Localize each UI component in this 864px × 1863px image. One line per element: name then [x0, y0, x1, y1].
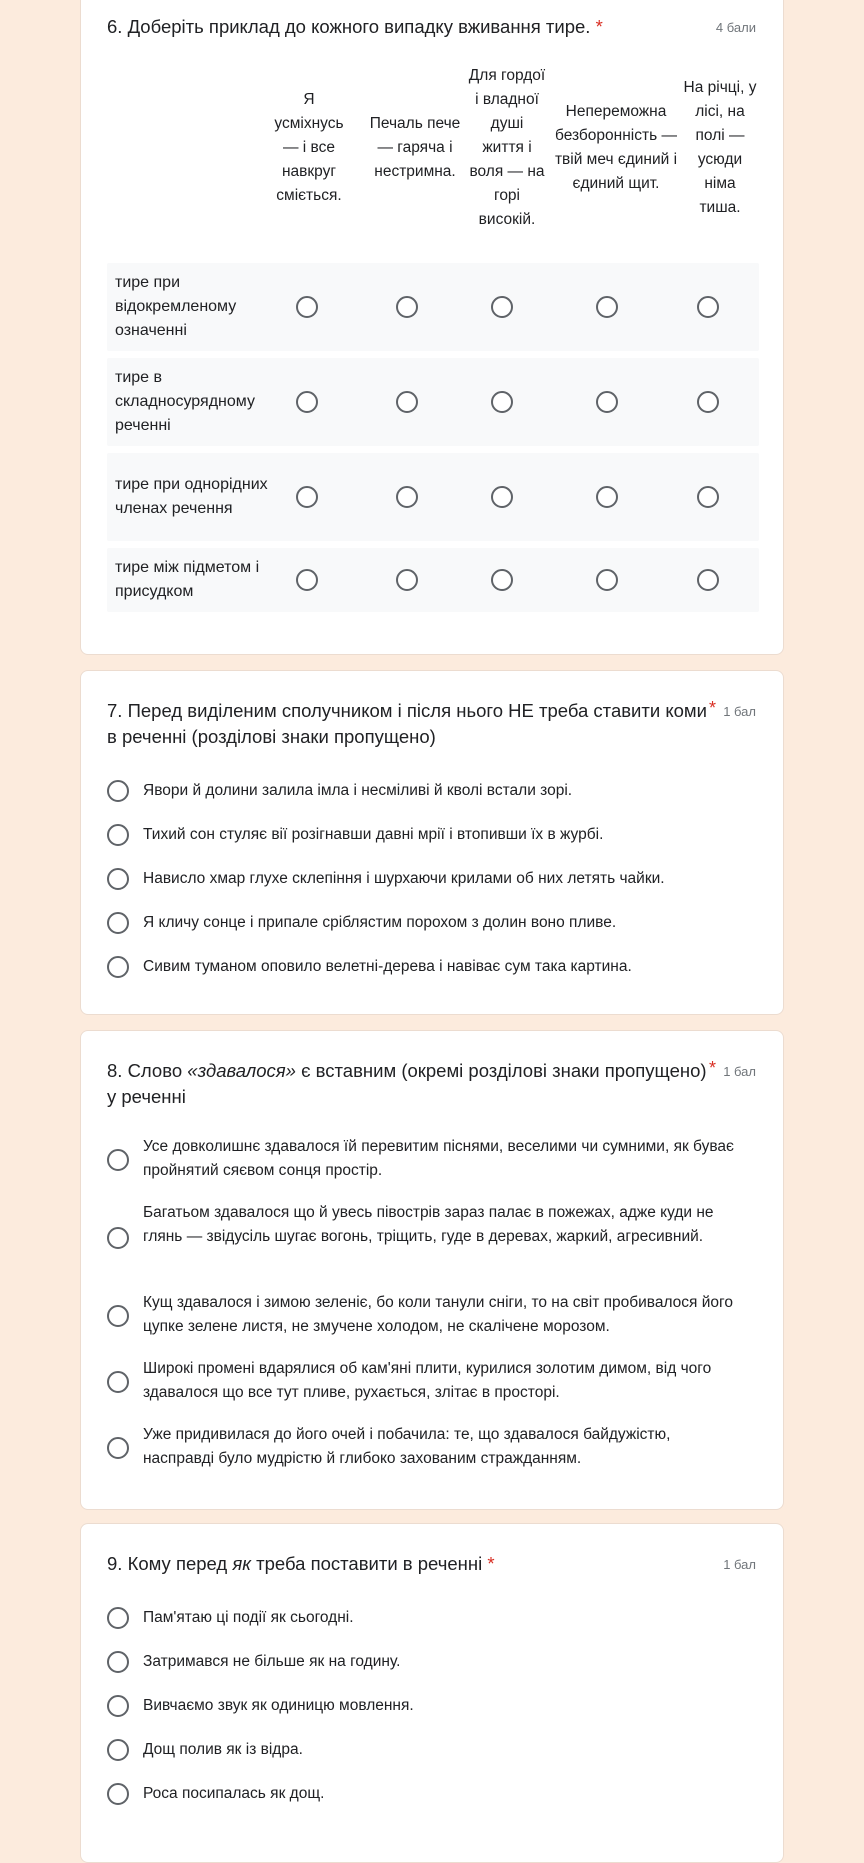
- radio-button[interactable]: [107, 1695, 129, 1717]
- grid-radio[interactable]: [491, 486, 513, 508]
- radio-option[interactable]: [107, 1782, 747, 1808]
- grid-column-header: Я усміхнусь — і все навкруг сміється.: [274, 91, 344, 204]
- grid-radio[interactable]: [296, 486, 318, 508]
- question-7-title-text: 7. Перед виділеним сполучником і після нього НЕ треба ставити коми в реченні (розділові знаки пропущено): [107, 700, 707, 747]
- radio-button[interactable]: [107, 1607, 129, 1629]
- question-7-title: [107, 698, 707, 750]
- option-label: Кущ здавалося і зимою зеленіє, бо коли танули сніги, то на світ пробивалося його цупке зелене листя, не змучене холодом, не скалічене морозом.: [143, 1294, 733, 1335]
- grid-column-header: На річці, у лісі, на полі — усюди німа тиша.: [683, 79, 757, 216]
- grid-radio[interactable]: [491, 569, 513, 591]
- grid-radio[interactable]: [396, 486, 418, 508]
- question-7-card: [80, 670, 784, 1015]
- option-label: Багатьом здавалося що й увесь півострів зараз палає в пожежах, адже куди не глянь — звідусіль шугає вогонь, тріщить, гуде в деревах, жаркий, агресивний.: [143, 1204, 714, 1245]
- radio-option[interactable]: [107, 1650, 747, 1676]
- question-8-title: [107, 1058, 707, 1110]
- radio-option[interactable]: [107, 911, 747, 937]
- option-label: Дощ полив як із відра.: [143, 1741, 303, 1758]
- grid-radio[interactable]: [296, 391, 318, 413]
- grid-column-header: Непереможна безборонність — твій меч єдиний і єдиний щит.: [554, 103, 678, 192]
- grid-radio[interactable]: [596, 486, 618, 508]
- radio-button[interactable]: [107, 1437, 129, 1459]
- question-8-points: 1 бал: [723, 1064, 756, 1079]
- radio-option[interactable]: [107, 867, 747, 893]
- radio-button[interactable]: [107, 780, 129, 802]
- grid-radio[interactable]: [697, 391, 719, 413]
- radio-button[interactable]: [107, 1149, 129, 1171]
- radio-button[interactable]: [107, 912, 129, 934]
- option-label: Тихий сон стуляє вії розігнавши давні мрії і втопивши їх в журбі.: [143, 826, 604, 843]
- radio-option[interactable]: [107, 1357, 747, 1407]
- radio-option[interactable]: [107, 1694, 747, 1720]
- question-9-title-prefix: 9. Кому перед: [107, 1553, 233, 1574]
- radio-option[interactable]: [107, 1423, 747, 1473]
- option-label: Затримався не більше як на годину.: [143, 1653, 401, 1670]
- question-9-title-word: як: [232, 1553, 251, 1574]
- option-label: Широкі промені вдарялися об кам'яні плити, курилися золотим димом, від чого здавалося що все тут пливе, рухається, злітає в просторі.: [143, 1360, 712, 1401]
- radio-option[interactable]: [107, 823, 747, 849]
- grid-radio[interactable]: [396, 569, 418, 591]
- radio-button[interactable]: [107, 824, 129, 846]
- question-8-title-prefix: 8. Слово: [107, 1060, 188, 1081]
- radio-option[interactable]: [107, 1201, 747, 1275]
- option-label: Вивчаємо звук як одиницю мовлення.: [143, 1697, 414, 1714]
- option-label: Я кличу сонце і припале сріблястим порохом з долин воно пливе.: [143, 914, 617, 931]
- grid-row-label: тире в складносурядному реченні: [115, 369, 255, 434]
- option-label: Роса посипалась як дощ.: [143, 1785, 325, 1802]
- grid-radio[interactable]: [396, 391, 418, 413]
- grid-radio[interactable]: [396, 296, 418, 318]
- question-7-points: 1 бал: [723, 704, 756, 719]
- radio-button[interactable]: [107, 1305, 129, 1327]
- required-asterisk: *: [709, 1058, 717, 1078]
- grid-row-label: тире між підметом і присудком: [115, 559, 260, 600]
- required-asterisk: *: [709, 698, 717, 718]
- option-label: Пам'ятаю ці події як сьогодні.: [143, 1609, 354, 1626]
- grid-radio[interactable]: [296, 569, 318, 591]
- radio-button[interactable]: [107, 1371, 129, 1393]
- grid-row: [107, 263, 759, 351]
- grid-radio[interactable]: [596, 296, 618, 318]
- question-6-points: 4 бали: [715, 20, 756, 35]
- option-label: Явори й долини залила імла і несміливі й кволі встали зорі.: [143, 782, 573, 799]
- required-asterisk: *: [487, 1553, 495, 1574]
- radio-button[interactable]: [107, 956, 129, 978]
- question-8-title-suffix: є вставним (окремі розділові знаки пропущено) у реченні: [107, 1060, 707, 1107]
- question-8-title-word: «здавалося»: [187, 1060, 296, 1081]
- question-6-title-text: 6. Доберіть приклад до кожного випадку вживання тире.: [107, 16, 591, 37]
- radio-option[interactable]: [107, 1606, 747, 1632]
- question-9-title-suffix: треба поставити в реченні: [251, 1553, 483, 1574]
- grid-radio[interactable]: [296, 296, 318, 318]
- grid-row: [107, 548, 759, 612]
- option-label: Уже придивилася до його очей і побачила: те, що здавалося байдужістю, насправді було мудрістю й глибоко захованим стражданням.: [143, 1426, 671, 1467]
- question-6-title: [107, 14, 603, 40]
- option-label: Сивим туманом оповило велетні-дерева і навіває сум така картина.: [143, 958, 632, 975]
- question-9-card: [80, 1523, 784, 1863]
- grid-radio[interactable]: [697, 296, 719, 318]
- grid-radio[interactable]: [596, 391, 618, 413]
- radio-option[interactable]: [107, 779, 747, 805]
- grid-row: [107, 358, 759, 446]
- radio-option[interactable]: [107, 1738, 747, 1764]
- radio-option[interactable]: [107, 1291, 747, 1341]
- radio-button[interactable]: [107, 1739, 129, 1761]
- required-asterisk: *: [595, 16, 603, 37]
- grid-radio[interactable]: [491, 391, 513, 413]
- question-9-title: [107, 1551, 707, 1577]
- grid-radio[interactable]: [491, 296, 513, 318]
- grid-radio[interactable]: [596, 569, 618, 591]
- question-9-points: 1 бал: [723, 1557, 756, 1572]
- radio-button[interactable]: [107, 868, 129, 890]
- grid-column-header: Печаль пече — гаряча і нестримна.: [369, 115, 461, 180]
- question-8-card: [80, 1030, 784, 1510]
- radio-button[interactable]: [107, 1783, 129, 1805]
- option-label: Нависло хмар глухе склепіння і шурхаючи крилами об них летять чайки.: [143, 870, 665, 887]
- grid-radio[interactable]: [697, 569, 719, 591]
- radio-option[interactable]: [107, 955, 747, 981]
- radio-button[interactable]: [107, 1651, 129, 1673]
- option-label: Усе довколишнє здавалося їй перевитим піснями, веселими чи сумними, як буває пройнятий сяєвом сонця простір.: [143, 1138, 734, 1179]
- question-6-card: [80, 0, 784, 655]
- radio-option[interactable]: [107, 1135, 747, 1185]
- grid-radio[interactable]: [697, 486, 719, 508]
- grid-row-label: тире при однорідних членах речення: [115, 476, 268, 517]
- radio-button[interactable]: [107, 1227, 129, 1249]
- grid-column-header: Для гордої і владної душі життя і воля — на горі високій.: [468, 67, 546, 228]
- grid-row-label: тире при відокремленому означенні: [115, 274, 237, 339]
- grid-row: [107, 453, 759, 541]
